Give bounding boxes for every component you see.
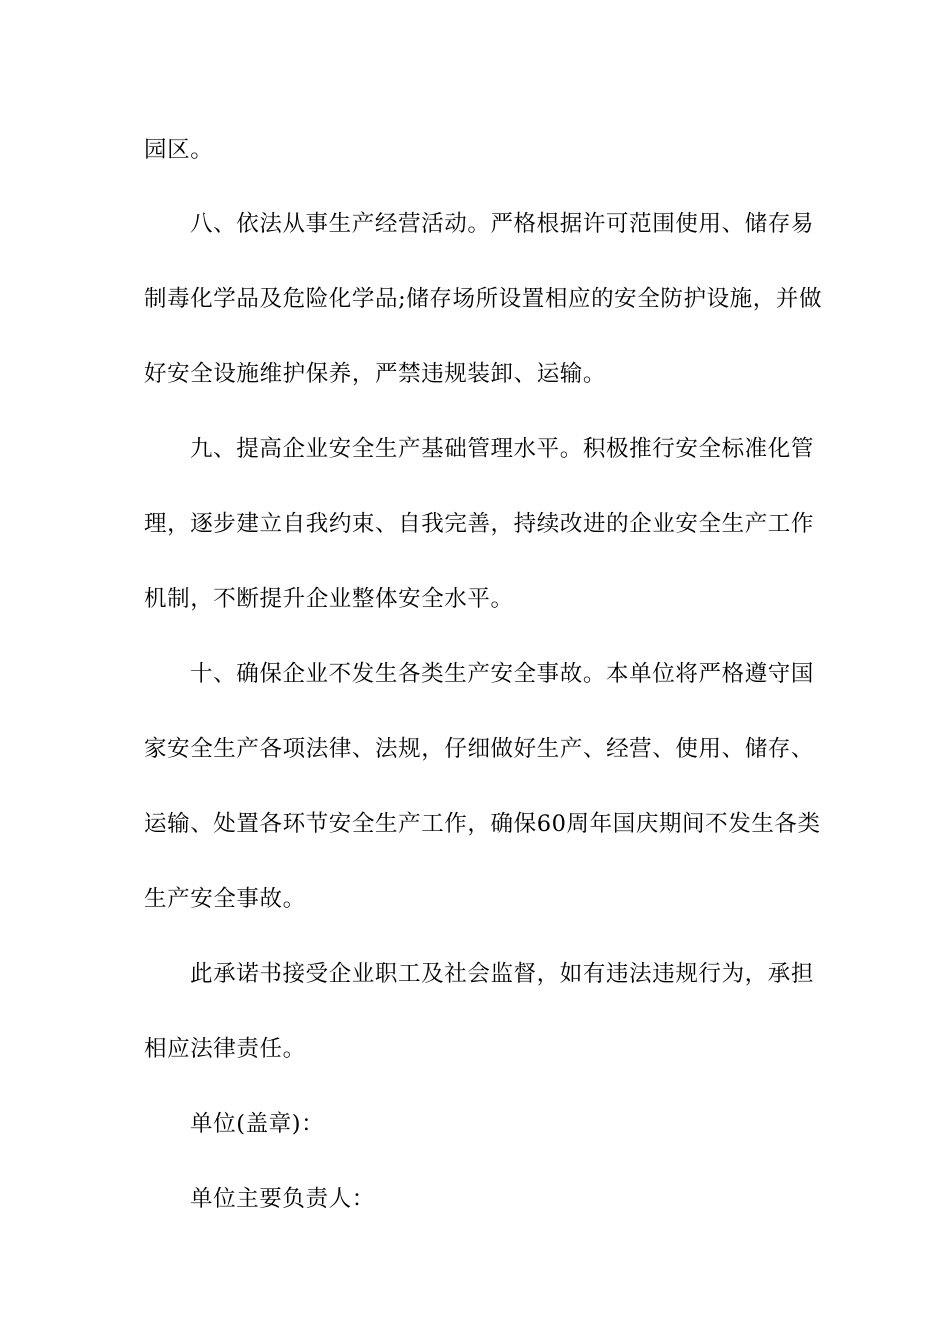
paragraph-line-2: 八、依法从事生产经营活动。严格根据许可范围使用、储存易: [190, 211, 814, 237]
paragraph-line-11: 生产安全事故。: [144, 886, 306, 912]
paragraph-line-12: 此承诺书接受企业职工及社会监督，如有违法违规行为，承担: [190, 961, 814, 987]
paragraph-line-1: 园区。: [144, 137, 214, 163]
paragraph-line-5: 九、提高企业安全生产基础管理水平。积极推行安全标准化管: [190, 436, 814, 462]
paragraph-line-9: 家安全生产各项法律、法规，仔细做好生产、经营、使用、储存、: [144, 736, 814, 762]
signature-unit-leader: 单位主要负责人：: [190, 1186, 375, 1212]
paragraph-line-13: 相应法律责任。: [144, 1036, 306, 1062]
paragraph-line-7: 机制，不断提升企业整体安全水平。: [144, 586, 514, 612]
signature-unit-seal: 单位(盖章)：: [190, 1111, 325, 1137]
paragraph-line-6: 理，逐步建立自我约束、自我完善，持续改进的企业安全生产工作: [144, 511, 814, 537]
paragraph-line-10: 运输、处置各环节安全生产工作，确保60周年国庆期间不发生各类: [144, 811, 821, 837]
paragraph-line-3: 制毒化学品及危险化学品;储存场所设置相应的安全防护设施，并做: [144, 286, 823, 312]
paragraph-line-8: 十、确保企业不发生各类生产安全事故。本单位将严格遵守国: [190, 661, 814, 687]
paragraph-line-4: 好安全设施维护保养，严禁违规装卸、运输。: [144, 361, 607, 387]
